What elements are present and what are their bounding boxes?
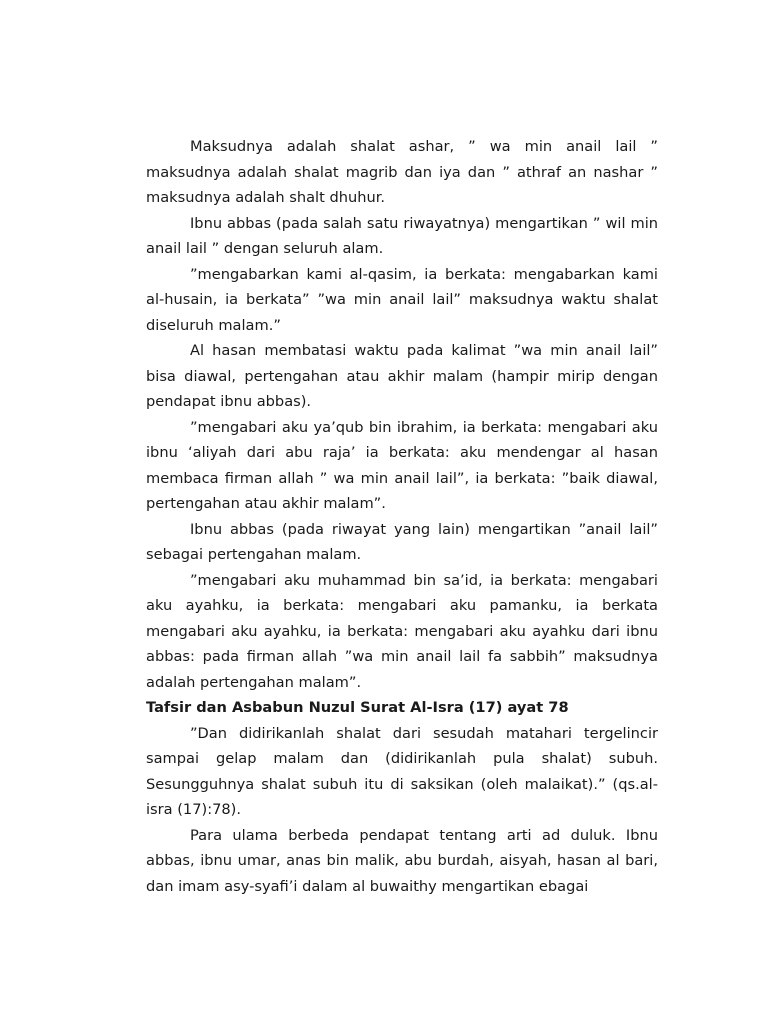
paragraph-9: Para ulama berbeda pendapat tentang arti ad duluk. Ibnu abbas, ibnu umar, anas bin malik, abu burdah, aisyah, hasan al bari, dan imam asy-syafi’i dalam al buwaithy mengartikan ebagai [146, 826, 658, 895]
paragraph-6: Ibnu abbas (pada riwayat yang lain) mengartikan ”anail lail” sebagai pertengahan malam. [146, 520, 658, 563]
paragraph-4: Al hasan membatasi waktu pada kalimat ”wa min anail lail” bisa diawal, pertengahan atau akhir malam (hampir mirip dengan pendapat ibnu abbas). [146, 342, 658, 410]
section-heading: Tafsir dan Asbabun Nuzul Surat Al-Isra (17) ayat 78 [146, 699, 569, 716]
paragraph-3: ”mengabarkan kami al-qasim, ia berkata: mengabarkan kami al-husain, ia berkata” ”wa min anail lail” maksudnya waktu shalat diseluruh malam.” [146, 265, 658, 334]
paragraph-1: Maksudnya adalah shalat ashar, ” wa min anail lail ” maksudnya adalah shalat magrib dan iya dan ” athraf an nashar ” maksudnya adalah shalt dhuhur. [146, 138, 658, 206]
paragraph-8: ”Dan didirikanlah shalat dari sesudah matahari tergelincir sampai gelap malam dan (didirikanlah pula shalat) subuh. Sesungguhnya shalat subuh itu di saksikan (oleh malaikat).” (qs.al-isra (17):78). [146, 724, 658, 818]
paragraph-5: ”mengabari aku ya’qub bin ibrahim, ia berkata: mengabari aku ibnu ‘aliyah dari abu raja’ ia berkata: aku mendengar al hasan membaca firman allah ” wa min anail lail”, ia berkata: ”baik diawal, pertengahan atau akhir malam”. [146, 418, 658, 512]
paragraph-2: Ibnu abbas (pada salah satu riwayatnya) mengartikan ” wil min anail lail ” dengan seluruh alam. [146, 214, 658, 257]
document-body [146, 134, 658, 899]
paragraph-7: ”mengabari aku muhammad bin sa’id, ia berkata: mengabari aku ayahku, ia berkata: mengabari aku pamanku, ia berkata mengabari aku ayahku, ia berkata: mengabari aku ayahku dari ibnu abbas: pada firman allah ”wa min anail lail fa sabbih” maksudnya adalah pertengahan malam”. [146, 571, 658, 691]
